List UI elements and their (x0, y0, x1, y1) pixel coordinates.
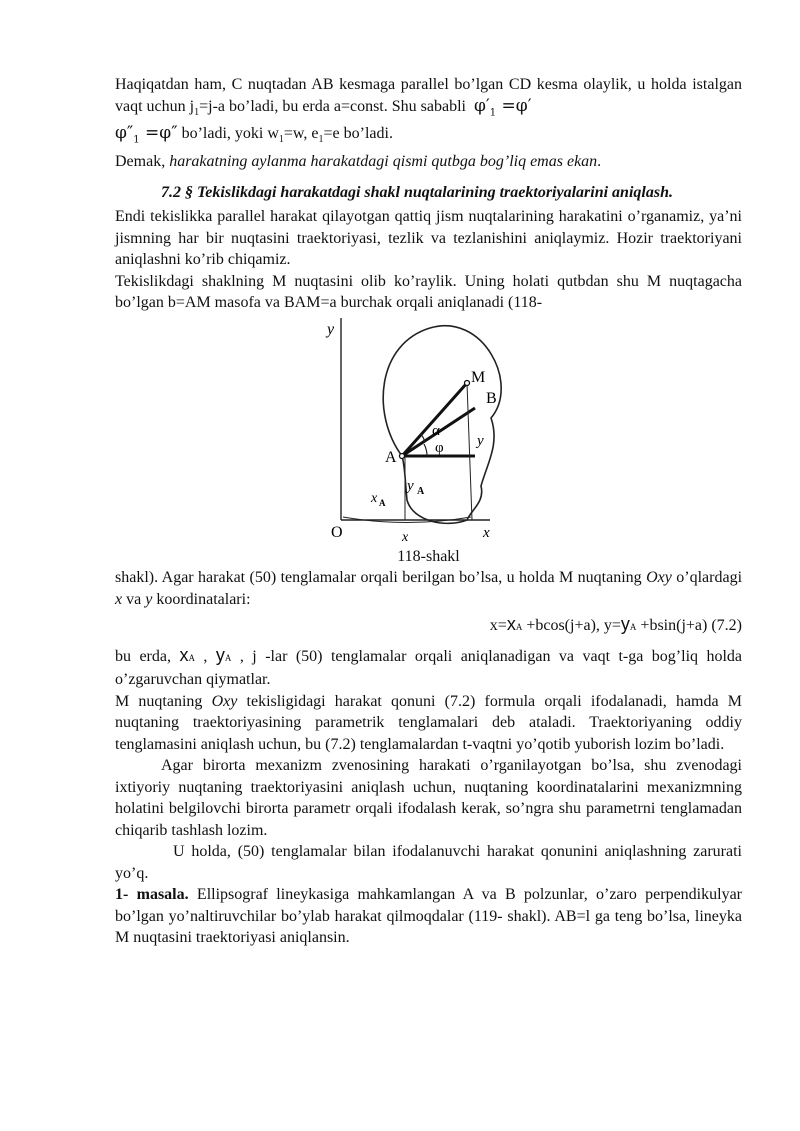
y-axis-label: y (327, 320, 335, 338)
paragraph-5: shakl). Agar harakat (50) tenglamalar orqali berilgan bo’lsa, u holda M nuqtaning Oxy o’qlardagi x va y koordinatalari: (115, 569, 743, 608)
paragraph-10: 1- masala. Ellipsograf lineykasiga mahkamlangan A va B polzunlar, o’zaro perpendikulyar bo’lgan yo’naltiruvchilar bo’ylab harakat qilmoqdalar (119- shakl). AB=l ga teng bo’lsa, lineyka M nuqtasini traektoriyasi aniqlansin. (115, 886, 742, 947)
figure-118 (115, 314, 742, 546)
paragraph-9: U holda, (50) tenglamalar bilan ifodalanuvchi harakat qonunini aniqlashning zarurati yo’q. (115, 843, 742, 882)
point-A (400, 453, 405, 458)
figure-118-diagram (115, 314, 742, 546)
projection-M (467, 383, 472, 520)
paragraph-2: Demak, harakatning aylanma harakatdagi qismi qutbga bog’liq emas ekan. (115, 153, 602, 171)
label-xA-sub: A (379, 497, 386, 508)
paragraph-7: M nuqtaning Oxy tekisligidagi harakat qonuni (7.2) formula orqali ifodalanadi, hamda M nuqtaning traektoriyasining parametrik tenglamalari deb ataladi. Traektoriyaning oddiy tenglamasini aniqlash uchun, bu (7.2) tenglamalardan t-vaqtni yo’qotib yuborish lozim bo’ladi. (115, 692, 743, 753)
label-alpha: α (432, 422, 440, 439)
formula-7-2: x=xA +bcos(j+a), y=yA +bsin(j+a) (7.2) (489, 614, 742, 635)
phi-arc (424, 444, 427, 456)
label-yA-sub: A (417, 485, 425, 497)
phi-double-prime-equation: $\varphi''_1 =\varphi''$ (115, 123, 178, 146)
label-M: M (471, 368, 486, 386)
phi-prime-equation: $\varphi'_1 =\varphi'$ (473, 95, 532, 118)
paragraph-4: Tekislikdagi shaklning M nuqtasini olib ko’raylik. Uning holati qutbdan shu M nuqtagacha bo’lgan b=AM masofa va BAM=a burchak orqali aniqlanadi (118- (115, 272, 742, 312)
paragraph-3: Endi tekislikka parallel harakat qilayotgan qattiq jism nuqtalarining harakatini o’rganamiz, ya’ni jismning har bir nuqtasini traektoriyasi, tezlik va tezlanishini aniqlaymiz. Hozir traektoriyani aniqlashni ko’rib chiqamiz. (115, 208, 742, 269)
paragraph-8: Agar birorta mexanizm zvenosining harakati o’rganilayotgan bo’lsa, shu zvenodagi ixtiyoriy nuqtaning traektoriyasini aniqlash uchun, nuqtaning koordinatalarini mexanizmning holatini belgilovchi birorta parametr orqali ifodalash kerak, so’ngra shu parametrni tenglamadan chiqarib tashlash lozim. (115, 757, 742, 839)
label-x-dimension: x (402, 529, 409, 545)
figure-caption: 118-shakl (397, 547, 460, 565)
section-heading: 7.2 § Tekislikdagi harakatdagi shakl nuqtalarining traektoriyalarini aniqlash. (161, 183, 673, 201)
point-M (465, 380, 470, 385)
label-B: B (486, 389, 497, 407)
rigid-body-outline (383, 325, 501, 523)
label-A: A (385, 448, 397, 466)
x-axis-label: x (483, 524, 490, 541)
label-O: O (331, 523, 343, 541)
paragraph-1: Haqiqatdan ham, C nuqtadan AB kesmaga parallel bo’lgan CD kesma olaylik, u holda istalgan vaqt uchun $j_1=j-a$ bo’ladi, bu erda a=const. Shu sababli $\varphi'_1 =\varphi'$ $\varphi''_1 =\varphi''$ bo’ladi, yoki $w_1=w$, $e_1=e$ bo’ladi. (115, 76, 742, 146)
document-page (115, 74, 742, 949)
label-yA: y (407, 477, 414, 494)
label-xA: x (371, 490, 378, 506)
label-phi: φ (435, 439, 444, 456)
label-y-small: y (477, 432, 484, 449)
paragraph-6: bu erda, xA , yA , j -lar (50) tenglamalar orqali aniqlanadigan va vaqt t-ga bog’liq holda o’zgaruvchan qiymatlar. (115, 644, 743, 689)
